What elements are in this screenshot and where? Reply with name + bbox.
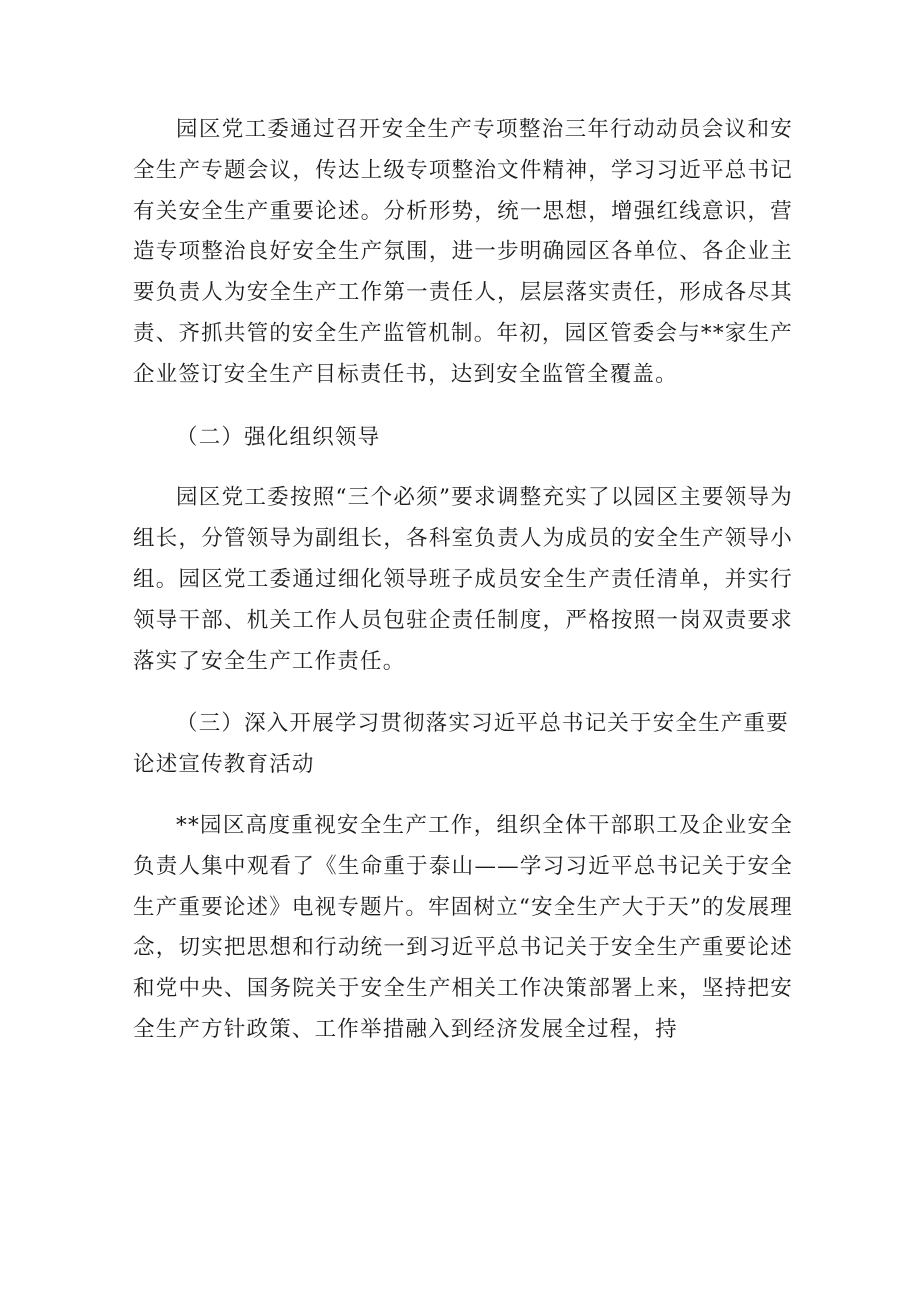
paragraph-leadership: 园区党工委按照“三个必须”要求调整充实了以园区主要领导为组长，分管领导为副组长，各科室负责人为成员的安全生产领导小组。园区党工委通过细化领导班子成员安全生产责任清单，并实行领导干部、机关工作人员包驻企责任制度，严格按照一岗双责要求落实了安全生产工作责任。 [133, 485, 793, 674]
section-heading-2: （二）强化组织领导 [176, 424, 381, 450]
section-heading-3: （三）深入开展学习贯彻落实习近平总书记关于安全生产重要论述宣传教育活动 [133, 711, 789, 778]
paragraph-education: **园区高度重视安全生产工作，组织全体干部职工及企业安全负责人集中观看了《生命重于泰山——学习习近平总书记关于安全生产重要论述》电视专题片。牢固树立“安全生产大于天”的发展理念，切实把思想和行动统一到习近平总书记关于安全生产重要论述和党中央、国务院关于安全生产相关工作决策部署上来，坚持把安全生产方针政策、工作举措融入到经济发展全过程，持 [133, 812, 793, 1042]
paragraph-responsibility: 园区党工委通过召开安全生产专项整治三年行动动员会议和安全生产专题会议，传达上级专项整治文件精神，学习习近平总书记有关安全生产重要论述。分析形势，统一思想，增强红线意识，营造专项整治良好安全生产氛围，进一步明确园区各单位、各企业主要负责人为安全生产工作第一责任人，层层落实责任，形成各尽其责、齐抓共管的安全生产监管机制。年初，园区管委会与**家生产企业签订安全生产目标责任书，达到安全监管全覆盖。 [133, 117, 793, 387]
document-body [133, 110, 793, 1051]
